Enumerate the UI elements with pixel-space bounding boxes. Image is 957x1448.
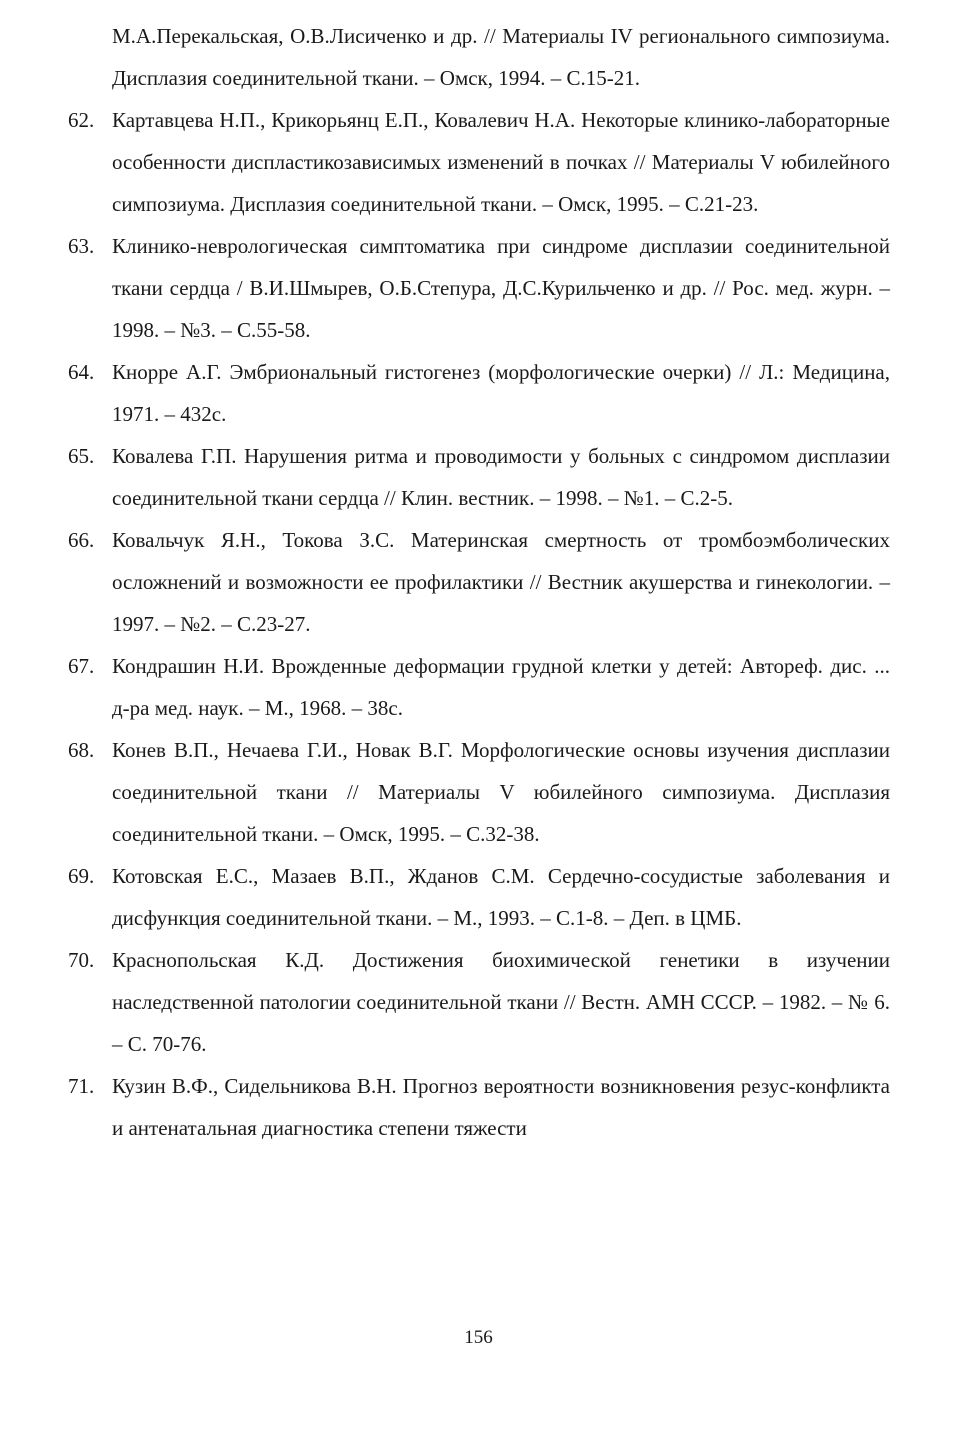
- reference-number: 64.: [68, 360, 95, 384]
- reference-number: 70.: [68, 948, 95, 972]
- reference-number: 69.: [68, 864, 95, 888]
- reference-item-68: [68, 729, 890, 855]
- reference-number: 66.: [68, 528, 95, 552]
- reference-text: Ковальчук Я.Н., Токова З.С. Материнская смертность от тромбоэмболических осложнений и возможности ее профилактики // Вестник акушерства и гинекологии. – 1997. – №2. – С.23-27.: [112, 528, 890, 636]
- reference-number: 63.: [68, 234, 95, 258]
- reference-text: Картавцева Н.П., Крикорьянц Е.П., Ковалевич Н.А. Некоторые клинико-лабораторные особенности диспластикозависимых изменений в почках // Материалы V юбилейного симпозиума. Дисплазия соединительной ткани. – Омск, 1995. – С.21-23.: [112, 108, 890, 216]
- reference-number: 67.: [68, 654, 95, 678]
- reference-continuation: [68, 15, 890, 99]
- reference-item-69: [68, 855, 890, 939]
- reference-number: 65.: [68, 444, 95, 468]
- reference-text: Краснопольская К.Д. Достижения биохимической генетики в изучении наследственной патологии соединительной ткани // Вестн. АМН СССР. – 1982. – № 6. – С. 70-76.: [112, 948, 890, 1056]
- reference-item-66: [68, 519, 890, 645]
- reference-item-67: [68, 645, 890, 729]
- reference-text: Кнорре А.Г. Эмбриональный гистогенез (морфологические очерки) // Л.: Медицина, 1971. – 432с.: [112, 360, 890, 426]
- reference-text: Ковалева Г.П. Нарушения ритма и проводимости у больных с синдромом дисплазии соединительной ткани сердца // Клин. вестник. – 1998. – №1. – С.2-5.: [112, 444, 890, 510]
- reference-text: М.А.Перекальская, О.В.Лисиченко и др. // Материалы IV регионального симпозиума. Дисплазия соединительной ткани. – Омск, 1994. – С.15-21.: [112, 24, 890, 90]
- reference-number: 62.: [68, 108, 95, 132]
- reference-text: Котовская Е.С., Мазаев В.П., Жданов С.М. Сердечно-сосудистые заболевания и дисфункция соединительной ткани. – М., 1993. – С.1-8. – Деп. в ЦМБ.: [112, 864, 890, 930]
- reference-item-64: [68, 351, 890, 435]
- reference-text: Кондрашин Н.И. Врожденные деформации грудной клетки у детей: Автореф. дис. ... д-ра мед. наук. – М., 1968. – 38с.: [112, 654, 890, 720]
- page-number: 156: [464, 1327, 493, 1348]
- reference-number: 71.: [68, 1074, 95, 1098]
- reference-list: [68, 15, 890, 1149]
- reference-item-70: [68, 939, 890, 1065]
- reference-item-71: [68, 1065, 890, 1149]
- reference-item-63: [68, 225, 890, 351]
- reference-text: Конев В.П., Нечаева Г.И., Новак В.Г. Морфологические основы изучения дисплазии соединительной ткани // Материалы V юбилейного симпозиума. Дисплазия соединительной ткани. – Омск, 1995. – С.32-38.: [112, 738, 890, 846]
- reference-text: Клинико-неврологическая симптоматика при синдроме дисплазии соединительной ткани сердца / В.И.Шмырев, О.Б.Степура, Д.С.Курильченко и др. // Рос. мед. журн. – 1998. – №3. – С.55-58.: [112, 234, 890, 342]
- reference-text: Кузин В.Ф., Сидельникова В.Н. Прогноз вероятности возникновения резус-конфликта и антенатальная диагностика степени тяжести: [112, 1074, 890, 1140]
- reference-number: 68.: [68, 738, 95, 762]
- reference-item-62: [68, 99, 890, 225]
- reference-item-65: [68, 435, 890, 519]
